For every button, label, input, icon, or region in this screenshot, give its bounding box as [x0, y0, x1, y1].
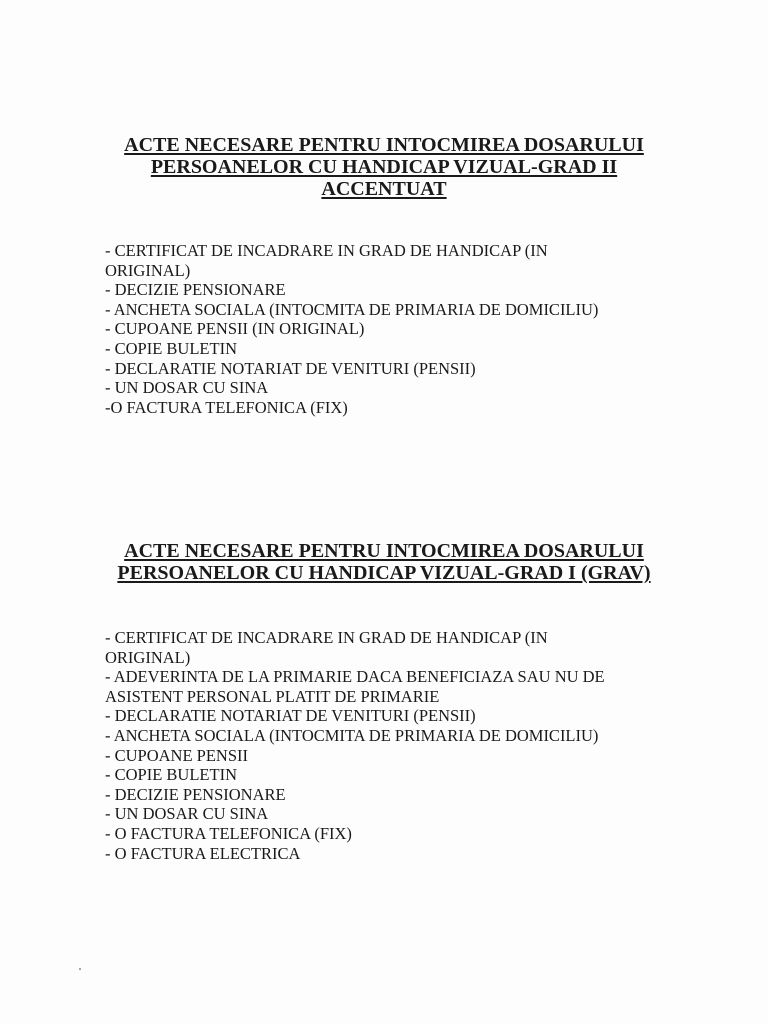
list-item: ORIGINAL) — [105, 647, 191, 667]
list-item: - ANCHETA SOCIALA (INTOCMITA DE PRIMARIA DE DOMICILIU) — [105, 725, 599, 745]
list-item: - DECLARATIE NOTARIAT DE VENITURI (PENSII) — [105, 706, 476, 726]
required-documents-list-grad-ii — [105, 241, 675, 417]
list-item: - DECIZIE PENSIONARE — [105, 280, 286, 300]
section-title-grad-i — [0, 540, 768, 584]
list-item: - UN DOSAR CU SINA — [105, 378, 269, 398]
section-title-grad-ii — [0, 134, 768, 200]
list-item: - CUPOANE PENSII — [105, 745, 249, 765]
list-item: - O FACTURA ELECTRICA — [105, 843, 301, 863]
title-line: ACCENTUAT — [321, 178, 447, 200]
title-line: ACTE NECESARE PENTRU INTOCMIREA DOSARULUI — [124, 134, 644, 156]
list-item: ASISTENT PERSONAL PLATIT DE PRIMARIE — [105, 686, 440, 706]
list-item: - UN DOSAR CU SINA — [105, 804, 269, 824]
title-line: PERSOANELOR CU HANDICAP VIZUAL-GRAD II — [150, 156, 618, 178]
list-item: - DECIZIE PENSIONARE — [105, 784, 286, 804]
list-item: - O FACTURA TELEFONICA (FIX) — [105, 823, 352, 843]
list-item: -O FACTURA TELEFONICA (FIX) — [105, 397, 348, 417]
list-item: - ADEVERINTA DE LA PRIMARIE DACA BENEFICIAZA SAU NU DE — [105, 667, 605, 687]
list-item: - ANCHETA SOCIALA (INTOCMITA DE PRIMARIA DE DOMICILIU) — [105, 299, 599, 319]
required-documents-list-grad-i — [105, 628, 675, 863]
list-item: - CUPOANE PENSII (IN ORIGINAL) — [105, 319, 365, 339]
list-item: - CERTIFICAT DE INCADRARE IN GRAD DE HANDICAP (IN — [105, 241, 548, 260]
list-item: - CERTIFICAT DE INCADRARE IN GRAD DE HANDICAP (IN — [105, 628, 548, 647]
title-line: ACTE NECESARE PENTRU INTOCMIREA DOSARULUI — [124, 540, 644, 562]
list-item: - COPIE BULETIN — [105, 338, 237, 358]
list-item: - COPIE BULETIN — [105, 765, 237, 785]
list-item: ORIGINAL) — [105, 260, 191, 280]
list-item: - DECLARATIE NOTARIAT DE VENITURI (PENSII) — [105, 358, 476, 378]
title-line: PERSOANELOR CU HANDICAP VIZUAL-GRAD I (GRAV) — [117, 562, 651, 584]
scan-speck — [79, 968, 81, 970]
